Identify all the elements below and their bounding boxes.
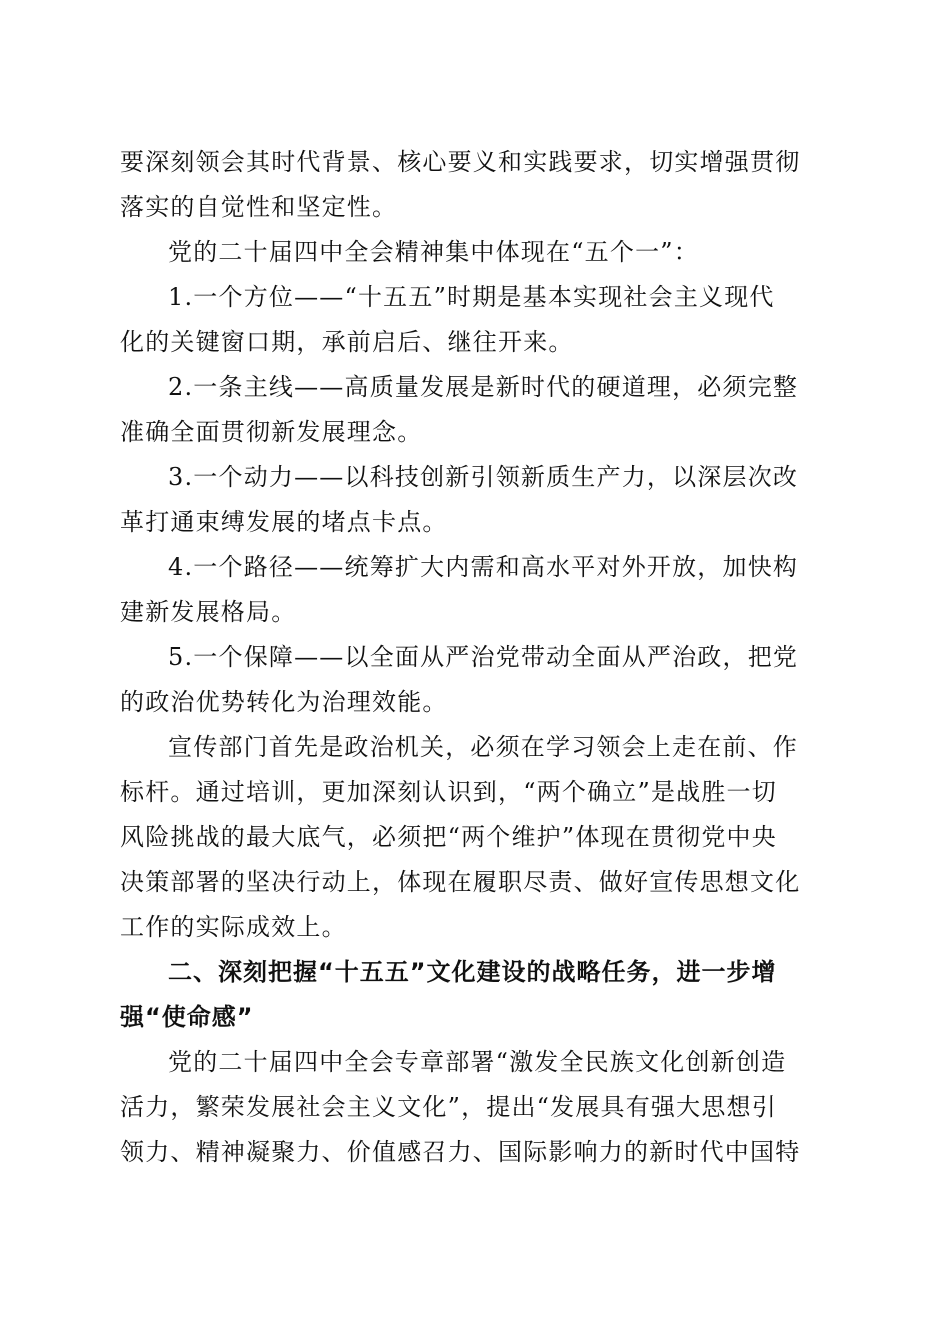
paragraph-4-line-2: 活力，繁荣发展社会主义文化”，提出“发展具有强大思想引	[120, 1093, 777, 1121]
paragraph-4-line-1: 党的二十届四中全会专章部署“激发全民族文化创新创造	[168, 1048, 787, 1076]
list-item-4-line-1: 4.一个路径——统筹扩大内需和高水平对外开放，加快构	[168, 553, 799, 581]
document-body	[120, 140, 840, 1175]
list-item-2-line-1: 2.一条主线——高质量发展是新时代的硬道理，必须完整	[168, 373, 799, 401]
list-item-5-line-2: 的政治优势转化为治理效能。	[120, 688, 448, 716]
paragraph-1-line-1: 要深刻领会其时代背景、核心要义和实践要求，切实增强贯彻	[120, 148, 801, 176]
list-item-4-line-2: 建新发展格局。	[120, 598, 297, 626]
paragraph-3-line-5: 工作的实际成效上。	[120, 913, 347, 941]
list-item-3-line-2: 革打通束缚发展的堵点卡点。	[120, 508, 448, 536]
section-heading-line-1: 二、深刻把握“十五五”文化建设的战略任务，进一步增	[168, 958, 777, 986]
paragraph-2-line-1: 党的二十届四中全会精神集中体现在“五个一”：	[168, 238, 699, 266]
list-item-2-line-2: 准确全面贯彻新发展理念。	[120, 418, 423, 446]
section-heading-line-2: 强“使命感”	[120, 1003, 254, 1031]
list-item-3-line-1: 3.一个动力——以科技创新引领新质生产力，以深层次改	[168, 463, 799, 491]
list-item-5-line-1: 5.一个保障——以全面从严治党带动全面从严治政，把党	[168, 643, 799, 671]
paragraph-3-line-1: 宣传部门首先是政治机关，必须在学习领会上走在前、作	[168, 733, 798, 761]
paragraph-1-line-2: 落实的自觉性和坚定性。	[120, 193, 398, 221]
list-item-1-line-1: 1.一个方位——“十五五”时期是基本实现社会主义现代	[168, 283, 775, 311]
paragraph-3-line-3: 风险挑战的最大底气，必须把“两个维护”体现在贯彻党中央	[120, 823, 777, 851]
paragraph-3-line-4: 决策部署的坚决行动上，体现在履职尽责、做好宣传思想文化	[120, 868, 801, 896]
list-item-1-line-2: 化的关键窗口期，承前启后、继往开来。	[120, 328, 574, 356]
paragraph-4-line-3: 领力、精神凝聚力、价值感召力、国际影响力的新时代中国特	[120, 1138, 801, 1166]
paragraph-3-line-2: 标杆。通过培训，更加深刻认识到，“两个确立”是战胜一切	[120, 778, 777, 806]
